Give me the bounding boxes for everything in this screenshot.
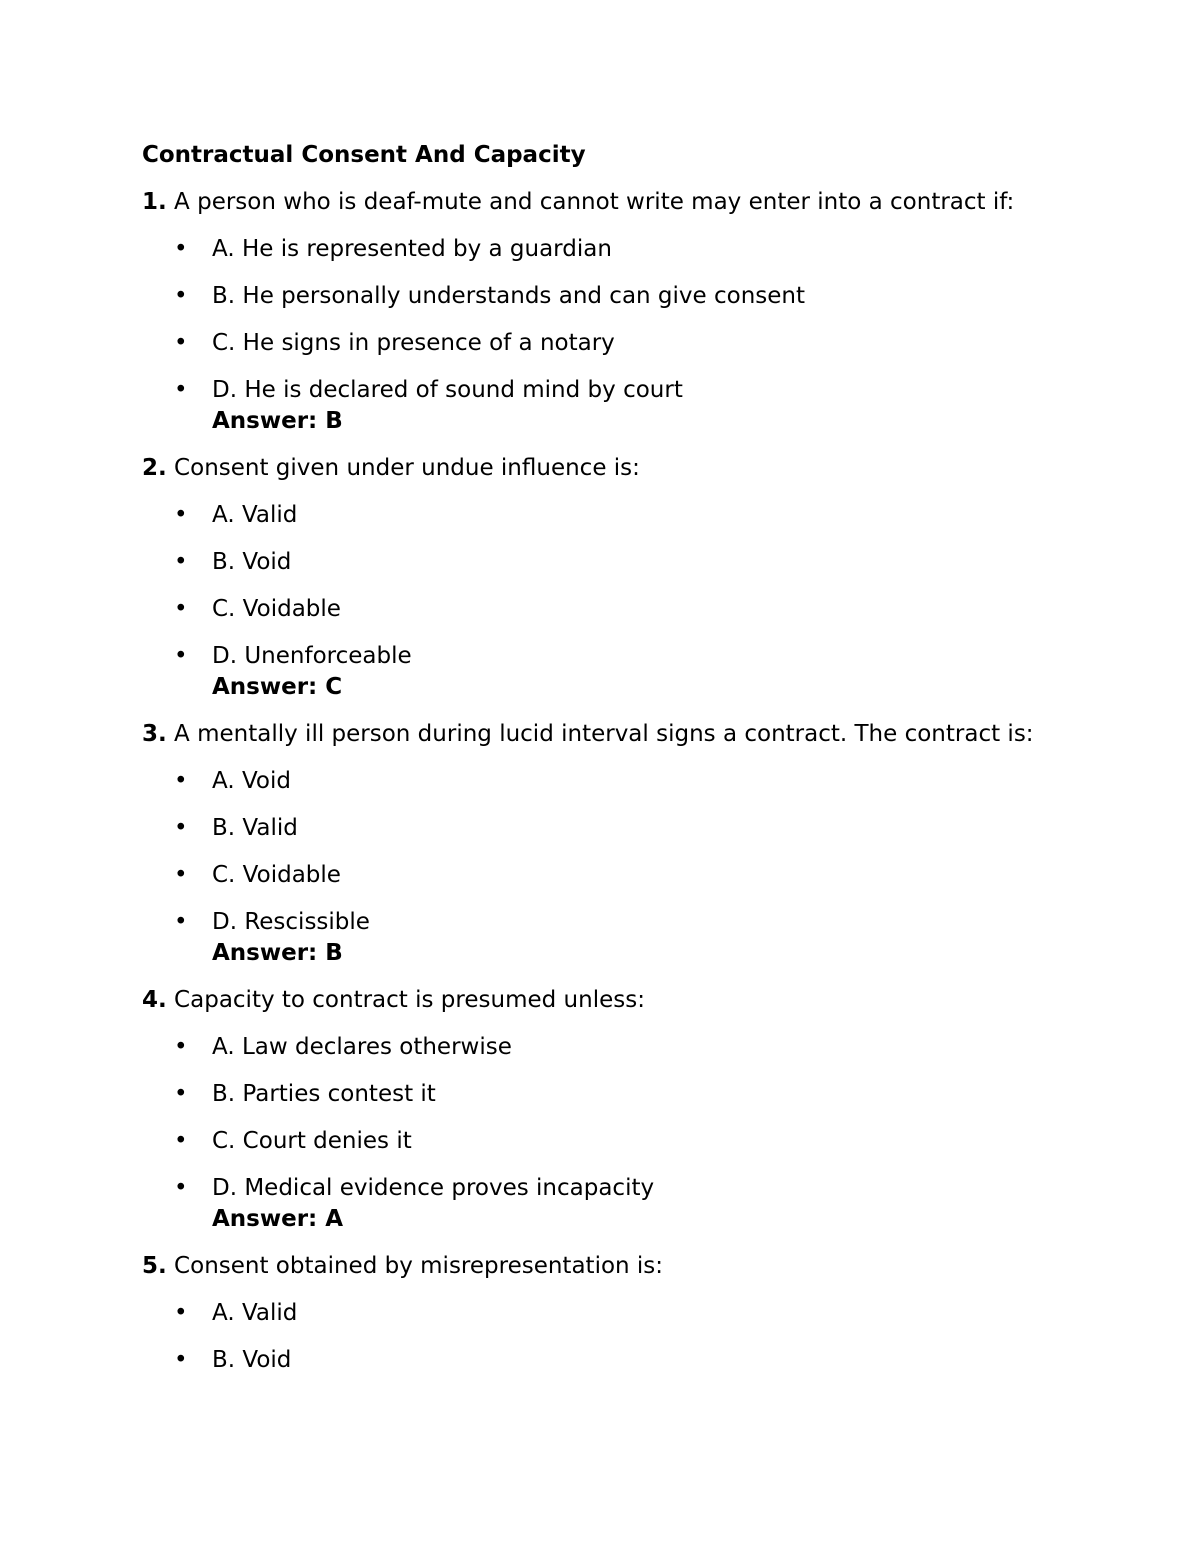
bullet-icon: • [174, 815, 188, 841]
option-item [142, 860, 1102, 891]
bullet-icon: • [174, 1128, 188, 1154]
option-text: A. Valid [212, 1300, 298, 1326]
question-text: A person who is deaf-mute and cannot write may enter into a contract if: [166, 189, 1015, 215]
option-list [142, 1298, 1102, 1376]
bullet-icon: • [174, 1300, 188, 1326]
option-text: A. He is represented by a guardian [212, 236, 612, 262]
question-number: 3. [142, 721, 167, 747]
option-text: A. Void [212, 768, 291, 794]
option-list [142, 234, 1102, 406]
bullet-icon: • [174, 1034, 188, 1060]
question-5 [142, 1251, 1102, 1282]
question-3 [142, 719, 1102, 750]
option-text: A. Valid [212, 502, 298, 528]
option-item [142, 1079, 1102, 1110]
answer-label: Answer: C [212, 674, 343, 700]
option-text: C. He signs in presence of a notary [212, 330, 615, 356]
option-item [142, 1032, 1102, 1063]
option-text: A. Law declares otherwise [212, 1034, 512, 1060]
option-item [142, 1126, 1102, 1157]
bullet-icon: • [174, 1347, 188, 1373]
bullet-icon: • [174, 1081, 188, 1107]
option-text: D. He is declared of sound mind by court [212, 377, 683, 403]
option-item [142, 1345, 1102, 1376]
bullet-icon: • [174, 909, 188, 935]
question-number: 2. [142, 455, 167, 481]
option-text: B. Valid [212, 815, 298, 841]
option-text: C. Voidable [212, 862, 341, 888]
question-2 [142, 453, 1102, 484]
answer-label: Answer: A [212, 1206, 344, 1232]
bullet-icon: • [174, 330, 188, 356]
option-item [142, 1173, 1102, 1204]
question-text: Consent obtained by misrepresentation is: [166, 1253, 664, 1279]
bullet-icon: • [174, 643, 188, 669]
document-title: Contractual Consent And Capacity [142, 142, 586, 168]
question-number: 4. [142, 987, 167, 1013]
bullet-icon: • [174, 596, 188, 622]
option-text: C. Voidable [212, 596, 341, 622]
option-text: C. Court denies it [212, 1128, 412, 1154]
option-item [142, 375, 1102, 406]
option-item [142, 234, 1102, 265]
question-1 [142, 187, 1102, 218]
option-item [142, 594, 1102, 625]
option-item [142, 907, 1102, 938]
option-item [142, 281, 1102, 312]
question-4 [142, 985, 1102, 1016]
question-text: A mentally ill person during lucid interval signs a contract. The contract is: [166, 721, 1034, 747]
bullet-icon: • [174, 768, 188, 794]
answer-label: Answer: B [212, 408, 343, 434]
question-text: Capacity to contract is presumed unless: [166, 987, 645, 1013]
document-page [142, 140, 1102, 1392]
bullet-icon: • [174, 283, 188, 309]
option-item [142, 1298, 1102, 1329]
question-number: 1. [142, 189, 167, 215]
option-text: B. Parties contest it [212, 1081, 436, 1107]
option-text: D. Medical evidence proves incapacity [212, 1175, 655, 1201]
bullet-icon: • [174, 549, 188, 575]
option-text: D. Unenforceable [212, 643, 412, 669]
bullet-icon: • [174, 1175, 188, 1201]
option-list [142, 500, 1102, 672]
question-list [142, 187, 1102, 1376]
option-text: D. Rescissible [212, 909, 370, 935]
option-item [142, 641, 1102, 672]
bullet-icon: • [174, 377, 188, 403]
option-item [142, 766, 1102, 797]
answer-label: Answer: B [212, 940, 343, 966]
option-item [142, 328, 1102, 359]
question-text: Consent given under undue influence is: [166, 455, 640, 481]
bullet-icon: • [174, 502, 188, 528]
option-list [142, 1032, 1102, 1204]
option-text: B. Void [212, 1347, 292, 1373]
bullet-icon: • [174, 236, 188, 262]
option-item [142, 500, 1102, 531]
option-text: B. He personally understands and can give consent [212, 283, 806, 309]
option-list [142, 766, 1102, 938]
option-text: B. Void [212, 549, 292, 575]
bullet-icon: • [174, 862, 188, 888]
option-item [142, 813, 1102, 844]
option-item [142, 547, 1102, 578]
question-number: 5. [142, 1253, 167, 1279]
